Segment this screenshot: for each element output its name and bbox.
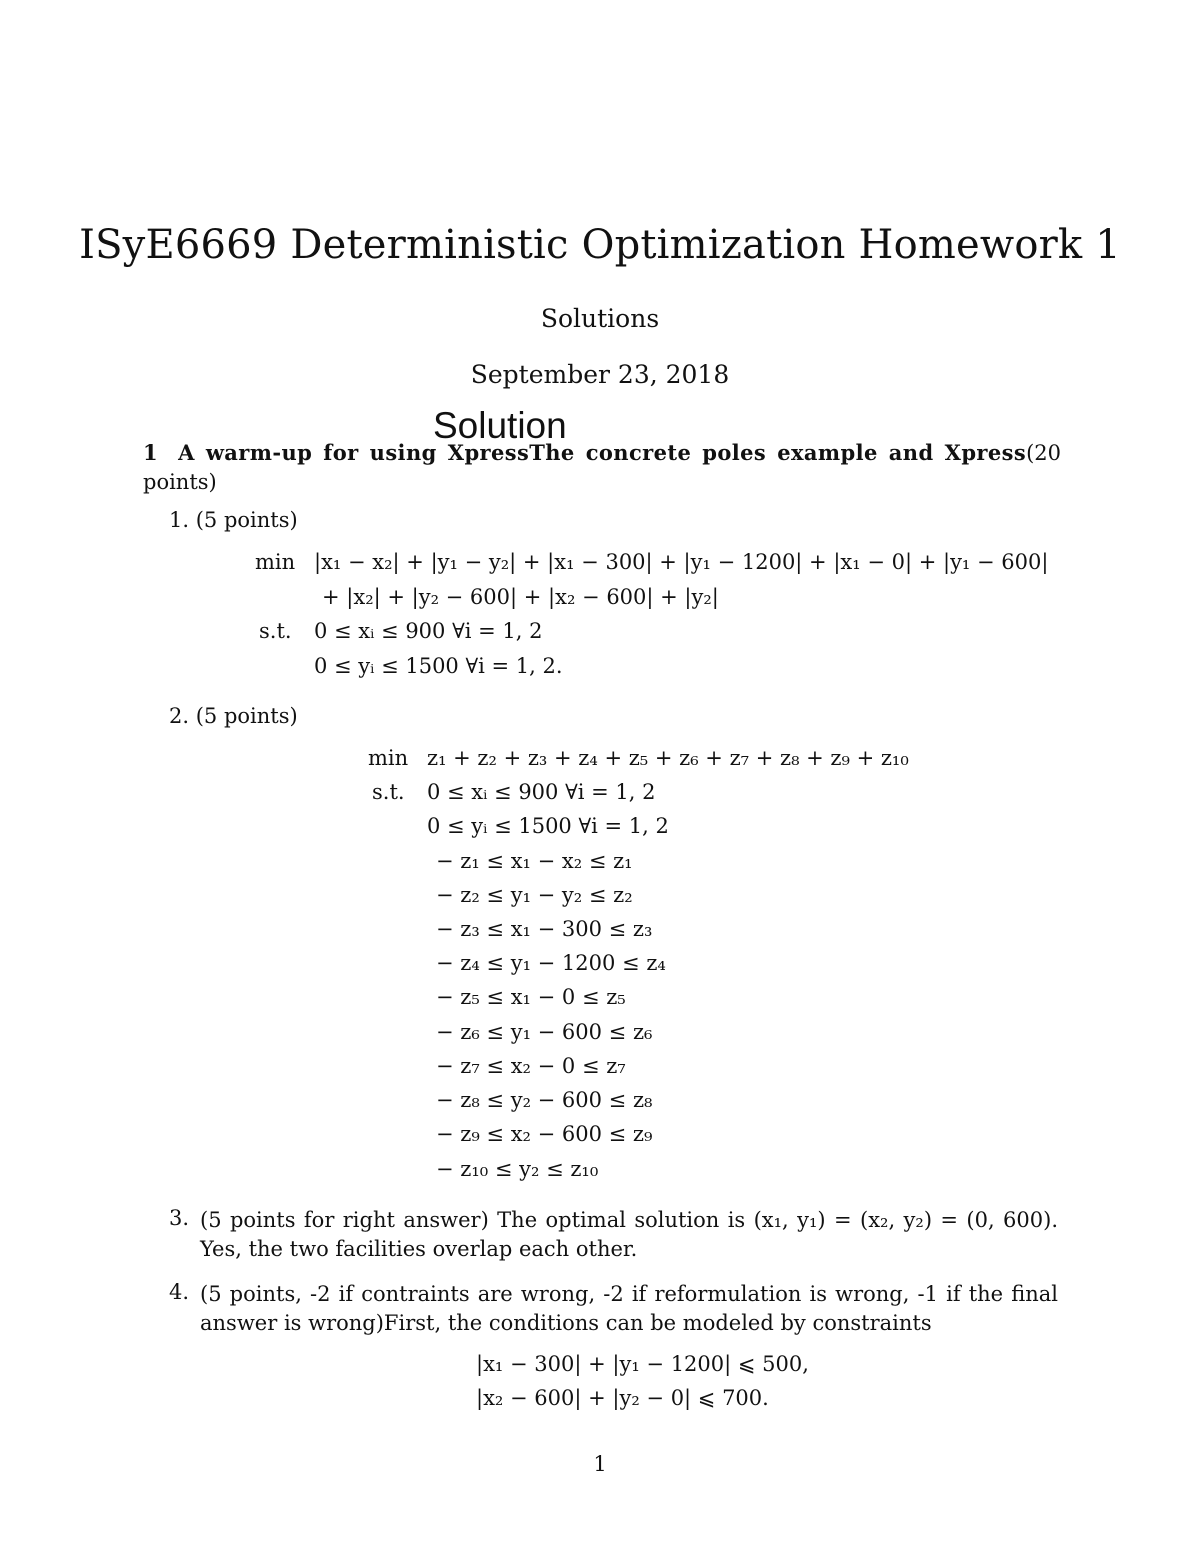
item-2-objective: z₁ + z₂ + z₃ + z₄ + z₅ + z₆ + z₇ + z₈ + z₉ + z₁₀ — [427, 746, 909, 770]
section-points: (20 points) — [143, 441, 1061, 494]
item-2-min: min — [368, 746, 409, 770]
item-1-objective-line-2: + |x₂| + |y₂ − 600| + |x₂ − 600| + |y₂| — [322, 585, 719, 609]
section-title-a: A warm-up for using Xpress — [178, 440, 530, 465]
item-2-constraint: − z₇ ≤ x₂ − 0 ≤ z₇ — [436, 1054, 626, 1078]
item-4-equation-2: |x₂ − 600| + |y₂ − 0| ⩽ 700. — [476, 1386, 769, 1410]
item-2-constraint: 0 ≤ yᵢ ≤ 1500 ∀i = 1, 2 — [427, 814, 669, 838]
document-subtitle: Solutions — [540, 304, 660, 333]
item-2-constraint: − z₁ ≤ x₁ − x₂ ≤ z₁ — [436, 849, 633, 873]
item-2-constraint: − z₉ ≤ x₂ − 600 ≤ z₉ — [436, 1122, 653, 1146]
section-number: 1 — [143, 440, 159, 465]
item-2-constraint: − z₂ ≤ y₁ − y₂ ≤ z₂ — [436, 883, 633, 907]
item-4-text: (5 points, -2 if contraints are wrong, -2 if reformulation is wrong, -1 if the final answer is wrong)First, the conditions can be modeled by constraints — [200, 1282, 1058, 1335]
item-3-number: 3. — [169, 1206, 190, 1230]
section-heading — [143, 438, 1061, 497]
item-2-constraint: − z₆ ≤ y₁ − 600 ≤ z₆ — [436, 1020, 653, 1044]
item-3-text: (5 points for right answer) The optimal solution is (x₁, y₁) = (x₂, y₂) = (0, 600). Yes, the two facilities overlap each other. — [200, 1208, 1058, 1261]
document-date: September 23, 2018 — [470, 360, 730, 389]
item-1-constraint-2: 0 ≤ yᵢ ≤ 1500 ∀i = 1, 2. — [314, 654, 563, 678]
item-1-constraint-1: 0 ≤ xᵢ ≤ 900 ∀i = 1, 2 — [314, 619, 543, 643]
item-2-constraint: − z₅ ≤ x₁ − 0 ≤ z₅ — [436, 985, 626, 1009]
item-2-constraint: − z₁₀ ≤ y₂ ≤ z₁₀ — [436, 1157, 599, 1181]
section-title-b: The concrete poles example and Xpress — [529, 440, 1027, 465]
item-1-objective-line-1: |x₁ − x₂| + |y₁ − y₂| + |x₁ − 300| + |y₁ − 1200| + |x₁ − 0| + |y₁ − 600| — [314, 550, 1049, 574]
item-1-st: s.t. — [259, 619, 292, 643]
overlay-watermark-text: Solution — [433, 405, 567, 446]
item-4-equation-1: |x₁ − 300| + |y₁ − 1200| ⩽ 500, — [476, 1352, 809, 1376]
document-title: ISyE6669 Deterministic Optimization Homework 1 — [79, 222, 1121, 268]
page-number: 1 — [593, 1452, 607, 1476]
item-2-constraint: − z₈ ≤ y₂ − 600 ≤ z₈ — [436, 1088, 653, 1112]
item-4-number: 4. — [169, 1280, 190, 1304]
item-2-st: s.t. — [372, 780, 405, 804]
item-2-label: 2. (5 points) — [169, 704, 298, 728]
item-2-constraint: − z₄ ≤ y₁ − 1200 ≤ z₄ — [436, 951, 666, 975]
item-1-label: 1. (5 points) — [169, 508, 298, 532]
item-2-constraint: − z₃ ≤ x₁ − 300 ≤ z₃ — [436, 917, 653, 941]
item-1-min: min — [255, 550, 296, 574]
item-2-constraint: 0 ≤ xᵢ ≤ 900 ∀i = 1, 2 — [427, 780, 656, 804]
